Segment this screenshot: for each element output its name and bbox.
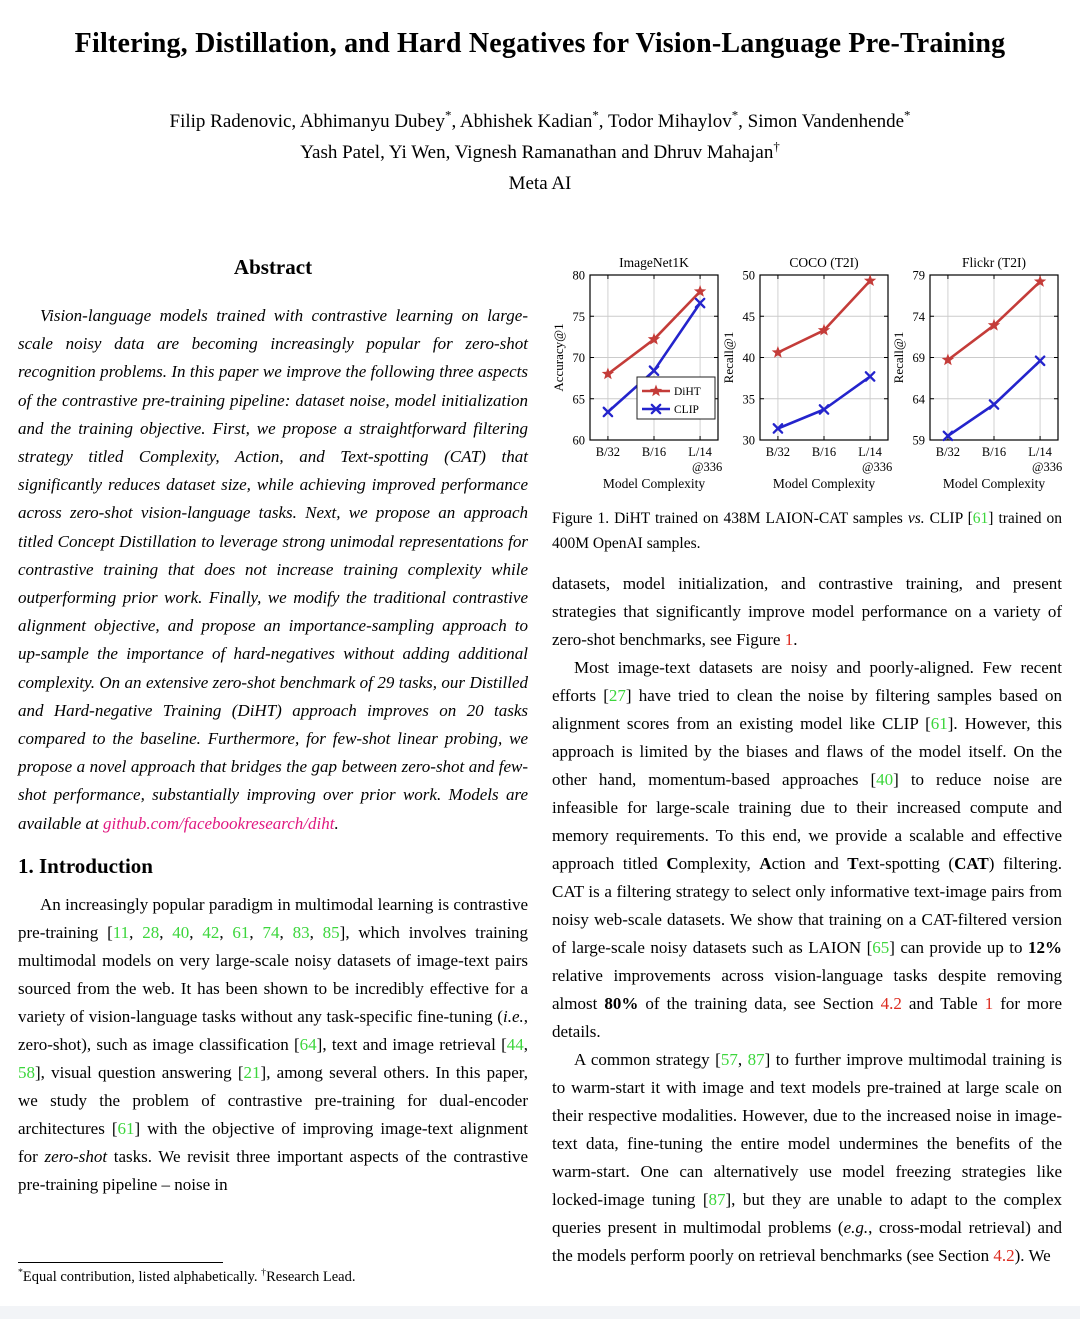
chart-flickr-t2i — [892, 255, 1062, 498]
figure-1 — [552, 255, 1062, 556]
two-column-body — [0, 255, 1080, 1270]
svg-text:74: 74 — [912, 309, 925, 324]
citation-ref[interactable]: 85 — [322, 922, 340, 942]
svg-text:35: 35 — [742, 392, 755, 407]
author-line-1: Filip Radenovic, Abhimanyu Dubey*, Abhishek Kadian*, Todor Mihaylov*, Simon Vandenhende* — [169, 107, 911, 132]
internal-ref[interactable]: 4.2 — [880, 994, 902, 1013]
svg-text:Recall@1: Recall@1 — [722, 331, 736, 384]
citation-ref[interactable]: 83 — [292, 922, 310, 942]
external-link[interactable]: github.com/facebookresearch/diht — [102, 813, 335, 833]
affiliation: Meta AI — [508, 173, 572, 194]
figure-1-caption: Figure 1. DiHT trained on 438M LAION-CAT samples vs. CLIP [61] trained on 400M OpenAI samples. — [552, 510, 1062, 552]
citation-ref[interactable]: 61 — [972, 510, 989, 527]
paper-title: Filtering, Distillation, and Hard Negatives for Vision-Language Pre-Training — [74, 28, 1006, 59]
chart-imagenet1k — [552, 255, 722, 498]
citation-ref[interactable]: 65 — [872, 938, 890, 957]
svg-text:CLIP: CLIP — [674, 404, 699, 416]
author-block — [0, 106, 1080, 199]
citation-ref[interactable]: 27 — [608, 686, 626, 705]
svg-text:@336: @336 — [691, 460, 722, 474]
svg-text:Accuracy@1: Accuracy@1 — [552, 323, 566, 392]
internal-ref[interactable]: 1 — [784, 630, 794, 649]
svg-text:45: 45 — [742, 309, 755, 324]
footnote — [18, 1262, 528, 1286]
abstract-heading: Abstract — [233, 255, 313, 279]
svg-text:L/14: L/14 — [1028, 445, 1052, 459]
svg-text:75: 75 — [572, 309, 585, 324]
figure-1-charts — [552, 255, 1062, 498]
citation-ref[interactable]: 40 — [876, 770, 894, 789]
svg-text:69: 69 — [912, 351, 925, 365]
author-line-2: Yash Patel, Yi Wen, Vignesh Ramanathan and Dhruv Mahajan† — [300, 138, 780, 163]
svg-text:B/16: B/16 — [811, 445, 837, 459]
svg-text:59: 59 — [912, 433, 925, 448]
svg-text:65: 65 — [572, 392, 585, 407]
citation-ref[interactable]: 58 — [18, 1062, 35, 1082]
svg-text:B/32: B/32 — [765, 445, 791, 459]
svg-text:Recall@1: Recall@1 — [892, 331, 906, 384]
footnote-rule — [18, 1262, 223, 1263]
citation-ref[interactable]: 61 — [117, 1118, 135, 1138]
citation-ref[interactable]: 42 — [202, 922, 220, 942]
svg-text:ImageNet1K: ImageNet1K — [619, 255, 689, 270]
svg-text:Model Complexity: Model Complexity — [942, 476, 1046, 491]
svg-text:30: 30 — [742, 433, 755, 448]
citation-ref[interactable]: 21 — [243, 1062, 261, 1082]
svg-text:70: 70 — [572, 351, 585, 365]
svg-text:B/32: B/32 — [935, 445, 961, 459]
svg-text:COCO (T2I): COCO (T2I) — [789, 255, 859, 270]
citation-ref[interactable]: 61 — [232, 922, 250, 942]
svg-text:Flickr (T2I): Flickr (T2I) — [961, 255, 1027, 270]
svg-text:L/14: L/14 — [688, 445, 712, 459]
svg-text:B/16: B/16 — [981, 445, 1007, 459]
citation-ref[interactable]: 40 — [172, 922, 190, 942]
svg-text:Model Complexity: Model Complexity — [772, 476, 876, 491]
citation-ref[interactable]: 44 — [506, 1034, 524, 1054]
footnote-text: *Equal contribution, listed alphabetically. †Research Lead. — [18, 1267, 356, 1285]
citation-ref[interactable]: 87 — [708, 1190, 726, 1209]
citation-ref[interactable]: 87 — [747, 1050, 765, 1069]
right-column — [552, 255, 1062, 1270]
chart-coco-t2i — [722, 255, 892, 498]
svg-text:40: 40 — [742, 351, 755, 365]
citation-ref[interactable]: 57 — [720, 1050, 738, 1069]
svg-text:@336: @336 — [1031, 460, 1062, 474]
body-paragraph-warm-start: A common strategy [57, 87] to further improve multimodal training is to warm-start it with image and text models pre-trained at large scale on their respective modalities. However, due to the increased noise in image-text data, fine-tuning the entire model undermines the benefits of the warm-start. One can alternatively use model freezing strategies like locked-image tuning [87], but they are unable to adapt to the complex queries present in multimodal problems (e.g., cross-modal retrieval) and the models perform poorly on retrieval benchmarks (see Section 4.2). We — [552, 1050, 1063, 1265]
svg-text:80: 80 — [572, 268, 585, 283]
svg-text:Model Complexity: Model Complexity — [602, 476, 706, 491]
svg-text:L/14: L/14 — [858, 445, 882, 459]
abstract-text: Vision-language models trained with contrastive learning on large-scale noisy data are becoming increasingly popular for zero-shot recognition problems. In this paper we improve the following three aspects of the contrastive pre-training pipeline: dataset noise, model initialization and the training objective. First, we propose a straightforward filtering strategy titled Complexity, Action, and Text-spotting (CAT) that significantly reduces dataset size, while achieving improved performance across zero-shot vision-language tasks. Next, we propose an approach titled Concept Distillation to leverage strong unimodal representations for contrastive training that does not increase training complexity while outperforming prior work. Finally, we modify the traditional contrastive alignment objective, and propose an importance-sampling approach to up-sample the importance of hard-negatives without adding additional complexity. On an extensive zero-shot benchmark of 29 tasks, our Distilled and Hard-negative Training (DiHT) approach improves on 20 tasks compared to the baseline. Furthermore, for few-shot linear probing, we propose a novel approach that bridges the gap between zero-shot and few-shot performance, substantially improving over prior work. Models are available at github.com/facebookresearch/diht. — [18, 306, 528, 833]
left-column — [18, 255, 528, 1270]
svg-text:DiHT: DiHT — [674, 386, 701, 398]
citation-ref[interactable]: 61 — [930, 714, 948, 733]
citation-ref[interactable]: 64 — [299, 1034, 317, 1054]
internal-ref[interactable]: 1 — [984, 994, 994, 1013]
section-heading-introduction: 1. Introduction — [18, 853, 153, 878]
svg-text:@336: @336 — [861, 460, 892, 474]
svg-text:64: 64 — [912, 392, 925, 407]
citation-ref[interactable]: 28 — [142, 922, 160, 942]
svg-text:79: 79 — [912, 268, 925, 283]
svg-text:B/16: B/16 — [641, 445, 667, 459]
citation-ref[interactable]: 11 — [112, 922, 130, 942]
svg-text:50: 50 — [742, 268, 755, 283]
intro-paragraph-1: An increasingly popular paradigm in multimodal learning is contrastive pre-training [11, 28, 40, 42, 61, 74, 83, 85], which involves training multimodal models on very large-scale noisy datasets of image-text pairs sourced from the web. It has been shown to be incredibly effective for a variety of vision-language tasks without any task-specific fine-tuning (i.e., zero-shot), such as image classification [64], text and image retrieval [44, 58], visual question answering [21], among several others. In this paper, we study the problem of contrastive pre-training for dual-encoder architectures [61] with the objective of improving image-text alignment for zero-shot tasks. We revisit three important aspects of the contrastive pre-training pipeline – noise in — [18, 894, 529, 1194]
internal-ref[interactable]: 4.2 — [993, 1246, 1015, 1265]
citation-ref[interactable]: 74 — [262, 922, 280, 942]
body-paragraph-cat-filtering: Most image-text datasets are noisy and poorly-aligned. Few recent efforts [27] have tried to clean the noise by filtering samples based on alignment scores from an existing model like CLIP [61]. However, this approach is limited by the biases and flaws of the model itself. On the other hand, momentum-based approaches [40] to reduce noise are infeasible for large-scale training due to their increased compute and memory requirements. To this end, we provide a scalable and effective approach titled Complexity, Action and Text-spotting (CAT) filtering. CAT is a filtering strategy to select only informative text-image pairs from noisy web-scale datasets. We show that training on a CAT-filtered version of large-scale noisy datasets such as LAION [65] can provide up to 12% relative improvements across vision-language tasks despite removing almost 80% of the training data, see Section 4.2 and Table 1 for more details. — [552, 658, 1062, 1041]
page-edge-strip — [0, 1306, 1080, 1319]
body-paragraph-continuation: datasets, model initialization, and contrastive training, and present strategies that significantly improve model performance on a variety of zero-shot benchmarks, see Figure 1. — [552, 574, 1062, 649]
svg-text:B/32: B/32 — [595, 445, 621, 459]
svg-text:60: 60 — [572, 433, 585, 448]
